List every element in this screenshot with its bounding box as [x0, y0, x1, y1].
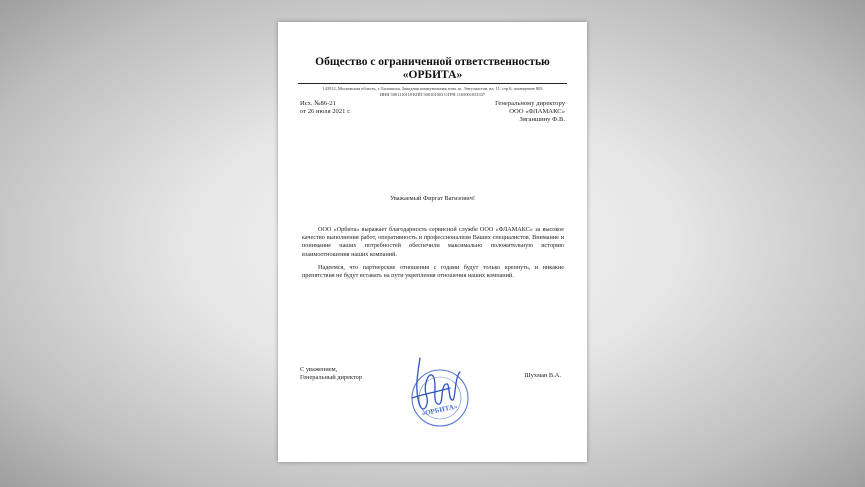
organization-title-line2: «ОРБИТА» [402, 69, 463, 81]
organization-address: 143912, Московская область, г. Балашиха, Западная коммунальная зона, ш. Энтузиастов, вл. 11, стр.6, помещение 803 [322, 86, 543, 91]
greeting: Уважаемый Фиргат Вагизович! [390, 195, 475, 202]
organization-title [278, 56, 587, 82]
addressee-position: Генеральному директору [495, 100, 565, 107]
company-stamp [390, 338, 480, 428]
header-divider [298, 83, 567, 84]
stamp-text: «ОРБИТА» [421, 402, 459, 418]
addressee-block [495, 100, 565, 124]
outgoing-reference [300, 100, 351, 116]
outgoing-date: от 26 июля 2021 г. [300, 108, 351, 115]
organization-ids: ИНН 5001110118 КПП 500101003 ОГРН 1165001053337 [379, 92, 486, 97]
body-paragraph-1: ООО «Орбита» выражает благодарность сервисной службе ООО «ФЛАМАКС» за высокое качество выполнения работ, оперативность и профессионализм Ваших специалистов. Внимание и понимание наших потребностей обеспечили максимально положительную историю взаимоотношения наших компаний. [302, 226, 564, 258]
closing-regards: С уважением, [300, 366, 338, 373]
signer-name: Шухман В.А. [524, 372, 561, 379]
addressee-name: Зяганшину Ф.В. [519, 116, 565, 123]
closing-position: Генеральный директор [300, 374, 363, 381]
outgoing-number: Исх. №86-21 [300, 100, 336, 107]
body-paragraph-2: Надеемся, что партнерские отношения с годами будут только крепнуть, и никакие препятствия не будут вставать на пути укрепления отношения наших компаний. [302, 264, 564, 280]
organization-title-line1: Общество с ограниченной ответственностью [315, 56, 550, 68]
addressee-company: ООО «ФЛАМАКС» [509, 108, 565, 115]
closing-block [300, 366, 362, 382]
letter-page [278, 22, 587, 462]
